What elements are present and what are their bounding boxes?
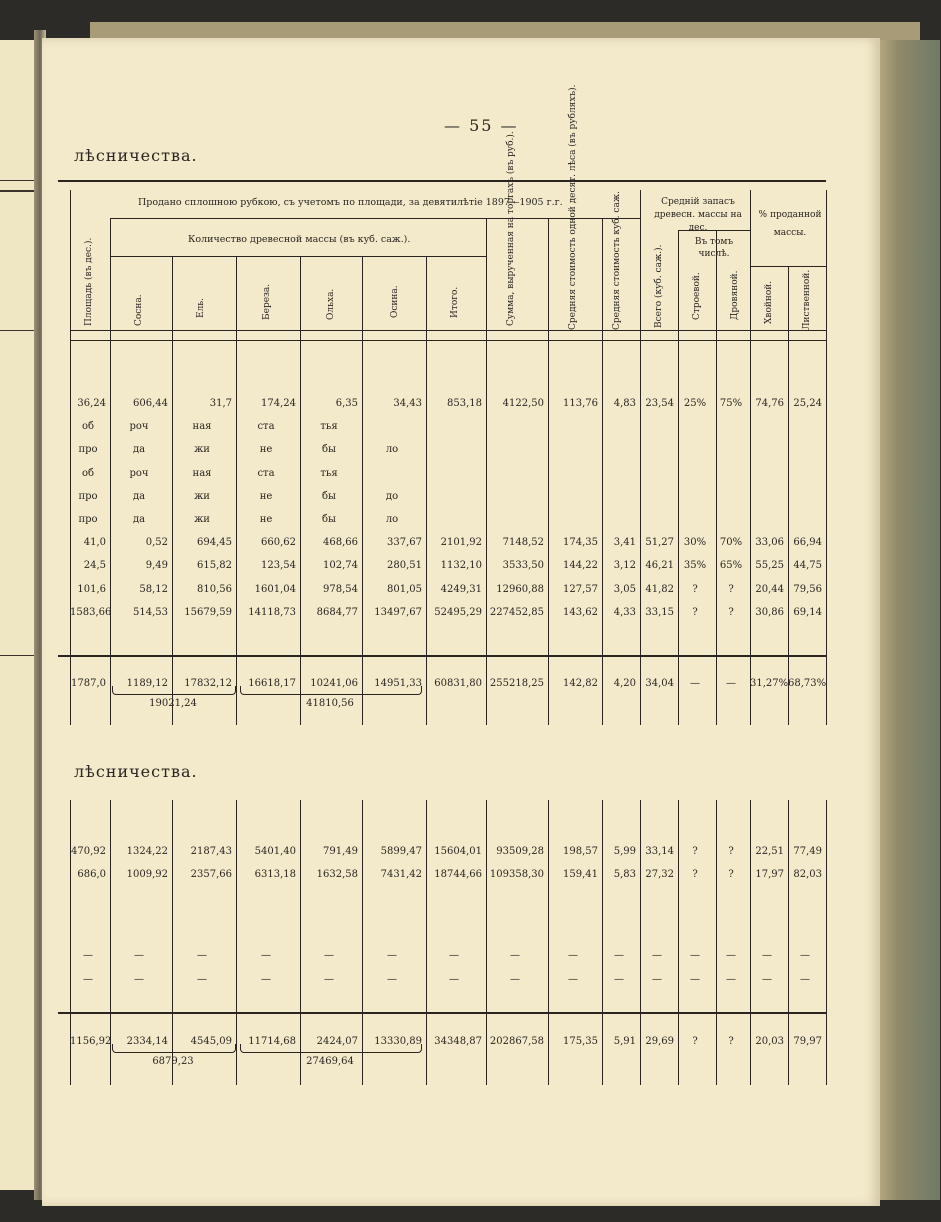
page-number: — 55 — [444, 116, 519, 135]
table1-row-7-birch: 123,54 [261, 560, 296, 572]
col-rule-15 [826, 190, 827, 725]
table2-row-1-conif: 17,97 [755, 869, 784, 880]
table1-row-2-alder: бы [322, 444, 336, 456]
table2-row-3-alder: — [324, 974, 334, 985]
table2-row-0-fire: ? [728, 846, 734, 857]
table1-row-2-aspen: ло [385, 444, 399, 456]
table1-row-0-birch: 174,24 [261, 398, 296, 409]
header-col-pine: Сосна. [134, 294, 144, 326]
table1-row-9-all: 33,15 [645, 606, 674, 618]
table2-total-build: ? [692, 1036, 698, 1047]
table2-row-3-birch: — [261, 974, 271, 985]
table1-total-sum: 255218,25 [489, 678, 544, 689]
table2-row-3-pine: — [134, 974, 144, 985]
table1-row-4-spruce: жи [194, 490, 210, 502]
table2-row-2-sum: — [510, 950, 520, 961]
table1-row-9-alder: 8684,77 [316, 606, 358, 618]
table2-total-decid: 79,97 [793, 1036, 822, 1047]
table1-row-3-alder: тья [320, 467, 338, 479]
header-col-fire: Дровяной. [730, 270, 740, 320]
table2-row-1-sum: 109358,30 [489, 869, 544, 880]
table1-row-0-area: 36,24 [77, 398, 106, 409]
table2-row-0-aspen: 5899,47 [380, 846, 422, 857]
table1-row-7-decid: 44,75 [793, 560, 822, 572]
table1-row-8-alder: 978,54 [323, 583, 358, 595]
table2-row-3-decid: — [800, 974, 810, 985]
table1-row-7-fire: 65% [719, 560, 743, 572]
table2-total-all: 29,69 [645, 1036, 674, 1047]
table1-total-birch: 16618,17 [248, 678, 296, 689]
table2-total-area: 1156,92 [70, 1036, 112, 1047]
table1-row-0-build: 25% [683, 398, 707, 409]
table1-row-7-all: 46,21 [645, 560, 674, 572]
table1-row-9-spruce: 15679,59 [184, 606, 232, 618]
table2-total-rule [58, 1012, 826, 1014]
table2-row-0-birch: 5401,40 [254, 846, 296, 857]
header-bottom-rule-2 [70, 340, 826, 341]
table1-row-0-fire: 75% [719, 398, 743, 409]
header-stock-group: Средній запасъ древесн. массы на дес. [654, 197, 742, 233]
table2-row-1-total: 18744,66 [434, 869, 482, 880]
table2-row-2-conif: — [762, 950, 772, 961]
table2-row-1-avg-cube: 5,83 [613, 869, 636, 880]
table2-row-1-pine: 1009,92 [126, 869, 168, 880]
table1-subtotal-decid: 41810,56 [306, 698, 354, 709]
table1-total-area: 1787,0 [71, 678, 106, 689]
table1-row-8-birch: 1601,04 [254, 583, 296, 595]
col-rule-14 [788, 266, 789, 725]
table1-row-0-sum: 4122,50 [502, 398, 544, 409]
table2-row-0-build: ? [692, 846, 698, 857]
table1-row-7-spruce: 615,82 [197, 560, 232, 572]
table2-row-2-fire: — [726, 950, 736, 961]
table1-row-8-area: 101,6 [77, 583, 106, 595]
table1-total-spruce: 17832,12 [184, 678, 232, 689]
table2-total-total: 34348,87 [434, 1036, 482, 1047]
table1-row-1-alder: тья [320, 421, 338, 433]
table1-row-3-spruce: ная [192, 467, 212, 479]
table2-row-3-aspen: — [387, 974, 397, 985]
table1-row-8-aspen: 801,05 [387, 583, 422, 595]
table1-row-9-birch: 14118,73 [248, 606, 296, 618]
book-cover-edge [870, 40, 940, 1200]
table1-row-8-all: 41,82 [645, 583, 674, 595]
table1-row-2-area: про [78, 444, 98, 456]
table1-row-7-area: 24,5 [83, 560, 106, 572]
table1-row-9-pine: 514,53 [133, 606, 168, 618]
table1-row-0-alder: 6,35 [335, 398, 358, 409]
table1-row-2-pine: да [132, 444, 146, 456]
table2-row-1-spruce: 2357,66 [190, 869, 232, 880]
header-volume-group: Количество древесной массы (въ куб. саж.). [188, 234, 411, 245]
table2-row-0-avg-cube: 5,99 [613, 846, 636, 857]
col-rule-0 [70, 190, 71, 725]
table2-row-2-avg-dess: — [568, 950, 578, 961]
col-rule-7 [486, 218, 487, 725]
table1-total-total: 60831,80 [434, 678, 482, 689]
header-col-aspen: Осина. [390, 285, 400, 318]
header-col-sum: Сумма, вырученная на торгахъ (въ руб.). [506, 131, 516, 326]
table1-row-5-alder: бы [322, 514, 336, 525]
table1-row-0-all: 23,54 [645, 398, 674, 409]
table1-row-9-area: 1583,66 [70, 606, 112, 618]
table1-row-5-aspen: ло [385, 514, 399, 525]
table1-row-2-spruce: жи [194, 444, 210, 456]
table1-row-7-aspen: 280,51 [387, 560, 422, 572]
table2-row-0-total: 15604,01 [434, 846, 482, 857]
table2-subtotal-conif: 6879,23 [152, 1056, 194, 1067]
table1-row-7-total: 1132,10 [440, 560, 482, 572]
table1-row-6-spruce: 694,45 [197, 537, 232, 549]
table1-row-6-sum: 7148,52 [502, 537, 544, 549]
table2-row-1-avg-dess: 159,41 [563, 869, 598, 880]
table2-row-2-pine: — [134, 950, 144, 961]
table1-row-0-total: 853,18 [447, 398, 482, 409]
table1-subtotal-conif: 19021,24 [149, 698, 197, 709]
table2-total-avg-dess: 175,35 [563, 1036, 598, 1047]
table1-total-avg-cube: 4,20 [613, 678, 636, 689]
table1-total-fire: — [726, 678, 736, 689]
table1-row-8-decid: 79,56 [793, 583, 822, 595]
table2-row-3-spruce: — [197, 974, 207, 985]
table1-row-0-pine: 606,44 [133, 398, 168, 409]
table1-row-6-area: 41,0 [83, 537, 106, 549]
table2-row-2-alder: — [324, 950, 334, 961]
table1-row-9-avg-dess: 143,62 [563, 606, 598, 618]
table1-row-9-total: 52495,29 [434, 606, 482, 618]
table2-row-2-build: — [690, 950, 700, 961]
table2-row-3-avg-dess: — [568, 974, 578, 985]
table2-row-0-all: 33,14 [645, 846, 674, 857]
col-rule-stock-group [640, 190, 641, 725]
header-col-area: Площадь (въ дес.). [84, 237, 94, 326]
col-rule-8 [548, 218, 549, 725]
table1-total-alder: 10241,06 [310, 678, 358, 689]
table2-total-alder: 2424,07 [316, 1036, 358, 1047]
header-col-decid: Лиственной. [802, 269, 812, 330]
header-pct-group: % проданной массы. [758, 210, 822, 238]
table1-total-build: — [690, 678, 700, 689]
table2-row-1-area: 686,0 [77, 869, 106, 880]
table2-row-3-total: — [449, 974, 459, 985]
header-col-total: Итого. [450, 286, 460, 318]
header-bottom-rule [70, 330, 826, 331]
header-main-group: Продано сплошною рубкою, съ учетомъ по площади, за девятилѣтіе 1897—1905 г.г. [138, 197, 563, 208]
table1-row-8-total: 4249,31 [440, 583, 482, 595]
table1-row-7-pine: 9,49 [145, 560, 168, 572]
col-rule-12 [716, 230, 717, 725]
table2-row-1-alder: 1632,58 [316, 869, 358, 880]
table2-row-2-avg-cube: — [614, 950, 624, 961]
table1-row-8-sum: 12960,88 [496, 583, 544, 595]
section-title-2: лѣсничества. [74, 762, 198, 781]
table1-row-9-build: ? [692, 606, 698, 618]
table1-total-decid: 68,73% [788, 678, 827, 689]
table2-row-1-birch: 6313,18 [254, 869, 296, 880]
table2-row-3-avg-cube: — [614, 974, 624, 985]
table1-row-7-build: 35% [683, 560, 707, 572]
table1-row-9-sum: 227452,85 [489, 606, 544, 618]
table2-row-0-pine: 1324,22 [126, 846, 168, 857]
table1-row-5-birch: не [259, 514, 273, 525]
table2-row-2-aspen: — [387, 950, 397, 961]
table1-row-7-avg-cube: 3,12 [613, 560, 636, 572]
table1-total-aspen: 14951,33 [374, 678, 422, 689]
table1-row-6-avg-dess: 174,35 [563, 537, 598, 549]
table1-row-6-birch: 660,62 [261, 537, 296, 549]
header-incl-group: Въ томъ числѣ. [694, 237, 734, 259]
table1-row-0-decid: 25,24 [793, 398, 822, 409]
table1-row-8-pine: 58,12 [139, 583, 168, 595]
table1-row-7-sum: 3533,50 [502, 560, 544, 572]
table1-row-6-alder: 468,66 [323, 537, 358, 549]
table2-row-1-all: 27,32 [645, 869, 674, 880]
table2-total-avg-cube: 5,91 [613, 1036, 636, 1047]
table1-row-6-aspen: 337,67 [387, 537, 422, 549]
table1-row-0-conif: 74,76 [755, 398, 784, 409]
table1-total-avg-dess: 142,82 [563, 678, 598, 689]
table1-row-0-spruce: 31,7 [209, 398, 232, 409]
table1-row-8-fire: ? [728, 583, 734, 595]
table1-row-6-fire: 70% [719, 537, 743, 549]
table2-row-0-spruce: 2187,43 [190, 846, 232, 857]
table1-row-6-total: 2101,92 [440, 537, 482, 549]
table1-total-conif: 31,27% [750, 678, 789, 689]
table1-row-3-birch: ста [257, 467, 275, 479]
header-col-spruce: Ель. [196, 297, 206, 318]
table2-row-1-aspen: 7431,42 [380, 869, 422, 880]
header-col-avg-dess: Средняя стоимость одной десят. лѣса (въ рубляхъ). [568, 84, 578, 330]
table2-row-3-conif: — [762, 974, 772, 985]
table1-total-rule [58, 655, 826, 657]
table2-row-3-all: — [652, 974, 662, 985]
table1-row-3-area: об [81, 467, 95, 479]
table1-row-1-spruce: ная [192, 421, 212, 433]
table1-row-8-avg-cube: 3,05 [613, 583, 636, 595]
table1-row-0-avg-cube: 4,83 [613, 398, 636, 409]
table2-row-0-area: 470,92 [71, 846, 106, 857]
table1-row-4-area: про [78, 490, 98, 502]
table2-row-2-spruce: — [197, 950, 207, 961]
table2-row-0-sum: 93509,28 [496, 846, 544, 857]
col-rule-6 [426, 256, 427, 725]
table2-row-2-birch: — [261, 950, 271, 961]
table2-row-1-fire: ? [728, 869, 734, 880]
header-col-birch: Береза. [262, 283, 272, 320]
table1-row-3-pine: роч [129, 467, 149, 479]
table1-row-7-conif: 55,25 [755, 560, 784, 572]
table2-total-spruce: 4545,09 [190, 1036, 232, 1047]
table1-row-0-avg-dess: 113,76 [563, 398, 598, 409]
table1-row-7-avg-dess: 144,22 [563, 560, 598, 572]
table1-total-all: 34,04 [645, 678, 674, 689]
table1-row-5-pine: да [132, 514, 146, 525]
table1-row-1-birch: ста [257, 421, 275, 433]
table2-brace-conif [112, 1044, 236, 1053]
table1-row-0-aspen: 34,43 [393, 398, 422, 409]
table1-row-4-pine: да [132, 490, 146, 502]
table2-row-1-build: ? [692, 869, 698, 880]
table1-row-4-aspen: до [385, 490, 399, 502]
table1-row-6-pine: 0,52 [145, 537, 168, 549]
table2-total-aspen: 13330,89 [374, 1036, 422, 1047]
section-title-1: лѣсничества. [74, 146, 198, 165]
table2-total-sum: 202867,58 [489, 1036, 544, 1047]
col-rule-9 [602, 218, 603, 725]
table1-row-6-avg-cube: 3,41 [613, 537, 636, 549]
table2-row-1-decid: 82,03 [793, 869, 822, 880]
table1-row-9-decid: 69,14 [793, 606, 822, 618]
col-rule-11 [678, 230, 679, 725]
table1-brace-decid [240, 686, 422, 695]
col-rule-pct-group [750, 190, 751, 725]
table1-row-6-all: 51,27 [645, 537, 674, 549]
table1-row-5-spruce: жи [194, 514, 210, 525]
table1-row-8-conif: 20,44 [755, 583, 784, 595]
table1-brace-conif [112, 686, 236, 695]
table1-row-9-aspen: 13497,67 [374, 606, 422, 618]
table2-total-fire: ? [728, 1036, 734, 1047]
table1-row-1-area: об [81, 421, 95, 433]
table1-row-8-spruce: 810,56 [197, 583, 232, 595]
table2-brace-decid [240, 1044, 422, 1053]
table2-row-3-area: — [83, 974, 93, 985]
table2-row-3-sum: — [510, 974, 520, 985]
table1-row-4-alder: бы [322, 490, 336, 502]
table2-subtotal-decid: 27469,64 [306, 1056, 354, 1067]
table1-row-9-conif: 30,86 [755, 606, 784, 618]
table2-row-3-build: — [690, 974, 700, 985]
table2-total-birch: 11714,68 [248, 1036, 296, 1047]
header-rule-1 [110, 218, 640, 219]
table2-row-0-conif: 22,51 [755, 846, 784, 857]
table2-row-3-fire: — [726, 974, 736, 985]
table1-row-8-build: ? [692, 583, 698, 595]
table2-row-2-decid: — [800, 950, 810, 961]
table-top-rule [58, 180, 826, 182]
table1-row-5-area: про [78, 514, 98, 525]
table1-row-6-conif: 33,06 [755, 537, 784, 549]
table1-row-9-fire: ? [728, 606, 734, 618]
table2-total-pine: 2334,14 [126, 1036, 168, 1047]
table1-total-pine: 1189,12 [126, 678, 168, 689]
header-col-alder: Ольха. [326, 288, 336, 320]
table1-row-7-alder: 102,74 [323, 560, 358, 572]
table1-row-2-birch: не [259, 444, 273, 456]
header-col-avg-cube: Средняя стоимость куб. саж. [612, 191, 622, 330]
table1-row-6-build: 30% [683, 537, 707, 549]
header-col-all: Всего (куб. саж.). [654, 244, 664, 328]
table1-row-8-avg-dess: 127,57 [563, 583, 598, 595]
table1-row-9-avg-cube: 4,33 [613, 606, 636, 618]
table2-row-2-area: — [83, 950, 93, 961]
table2-total-conif: 20,03 [755, 1036, 784, 1047]
table1-row-1-pine: роч [129, 421, 149, 433]
header-col-conif: Хвойной. [764, 280, 774, 324]
table2-row-2-total: — [449, 950, 459, 961]
col-rule-lower-15 [826, 800, 827, 1085]
header-rule-2 [110, 256, 486, 257]
table2-row-0-decid: 77,49 [793, 846, 822, 857]
table1-row-4-birch: не [259, 490, 273, 502]
table2-row-2-all: — [652, 950, 662, 961]
table2-row-0-alder: 791,49 [323, 846, 358, 857]
header-col-build: Строевой. [692, 272, 702, 320]
table1-row-6-decid: 66,94 [793, 537, 822, 549]
table2-row-0-avg-dess: 198,57 [563, 846, 598, 857]
